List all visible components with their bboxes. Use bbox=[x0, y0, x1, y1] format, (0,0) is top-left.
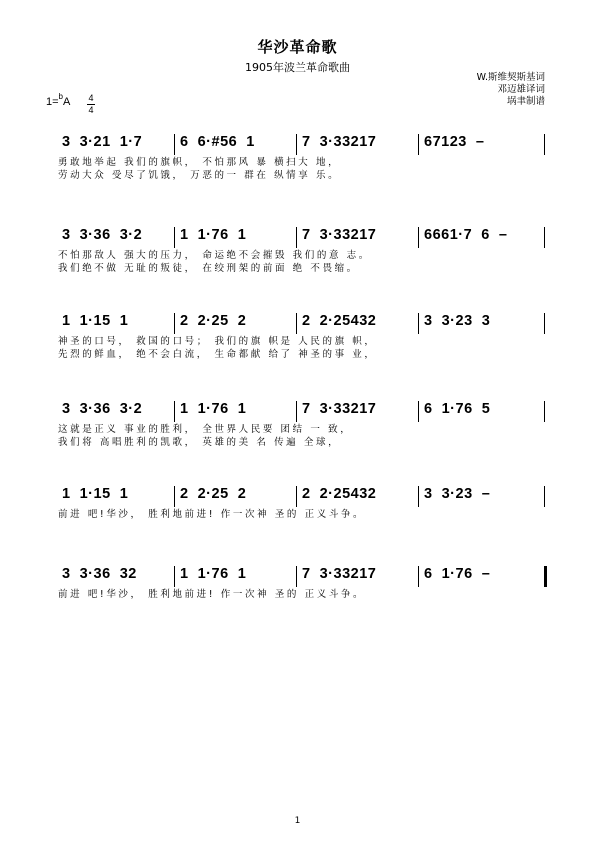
measure: 6 6·#56 1 bbox=[180, 134, 255, 150]
notation-line bbox=[58, 486, 546, 506]
barline bbox=[174, 134, 175, 155]
measure: 7 3·33217 bbox=[302, 566, 377, 582]
song-title: 华沙革命歌 bbox=[257, 38, 338, 56]
lyric-line: 这就是正义 事业的胜利， 全世界人民要 团结 一 致， bbox=[58, 424, 353, 435]
barline bbox=[174, 401, 175, 422]
measure: 1 1·76 1 bbox=[180, 401, 247, 417]
lyric-line: 不怕那敌人 强大的压力， 命运绝不会摧毁 我们的意 志。 bbox=[58, 250, 371, 261]
barline bbox=[296, 566, 297, 587]
measure: 1 1·15 1 bbox=[62, 486, 129, 502]
barline bbox=[544, 134, 545, 155]
measure: 3 3·36 3·2 bbox=[62, 401, 143, 417]
notation-line bbox=[58, 227, 546, 247]
score-system bbox=[58, 566, 546, 599]
lyric-line: 勇敢地举起 我们的旗帜， 不怕那风 暴 横扫大 地， bbox=[58, 157, 341, 168]
measure: 7 3·33217 bbox=[302, 134, 377, 150]
notation-line bbox=[58, 566, 546, 586]
notation-line bbox=[58, 401, 546, 421]
song-subtitle: 1905年波兰革命歌曲 bbox=[245, 61, 350, 74]
barline bbox=[174, 227, 175, 248]
barline bbox=[296, 134, 297, 155]
barline bbox=[174, 566, 175, 587]
lyric-line: 先烈的鲜血， 绝不会白流， 生命都献 给了 神圣的事 业， bbox=[58, 349, 377, 360]
measure: 3 3·36 3·2 bbox=[62, 227, 143, 243]
barline bbox=[296, 227, 297, 248]
measure: 1 1·15 1 bbox=[62, 313, 129, 329]
barline bbox=[418, 401, 419, 422]
score-system bbox=[58, 401, 546, 447]
page-number: 1 bbox=[294, 816, 301, 826]
time-signature: 4 4 bbox=[88, 93, 94, 115]
lyric-line: 前进 吧!华沙， 胜利地前进! 作一次神 圣的 正义斗争。 bbox=[58, 589, 366, 600]
measure: 3 3·23 – bbox=[424, 486, 491, 502]
barline bbox=[296, 486, 297, 507]
score-system bbox=[58, 134, 546, 180]
measure: 3 3·21 1·7 bbox=[62, 134, 143, 150]
barline bbox=[174, 486, 175, 507]
barline bbox=[418, 134, 419, 155]
measure: 7 3·33217 bbox=[302, 401, 377, 417]
barline bbox=[418, 486, 419, 507]
score-system bbox=[58, 486, 546, 519]
notation-line bbox=[58, 313, 546, 333]
measure: 3 3·23 3 bbox=[424, 313, 491, 329]
measure: 2 2·25 2 bbox=[180, 486, 247, 502]
measure: 67123 – bbox=[424, 134, 485, 150]
notation-line bbox=[58, 134, 546, 154]
lyricist-credit: W.斯维契斯基词 bbox=[476, 72, 545, 83]
barline bbox=[174, 313, 175, 334]
measure: 6661·7 6 – bbox=[424, 227, 508, 243]
barline bbox=[544, 313, 545, 334]
measure: 2 2·25 2 bbox=[180, 313, 247, 329]
barline bbox=[296, 401, 297, 422]
barline bbox=[418, 227, 419, 248]
measure: 2 2·25432 bbox=[302, 486, 377, 502]
measure: 1 1·76 1 bbox=[180, 227, 247, 243]
measure: 6 1·76 – bbox=[424, 566, 491, 582]
lyric-line: 我们绝不做 无耻的叛徒， 在绞刑架的前面 绝 不畏缩。 bbox=[58, 263, 359, 274]
measure: 7 3·33217 bbox=[302, 227, 377, 243]
score-system bbox=[58, 313, 546, 359]
barline bbox=[418, 313, 419, 334]
lyric-line: 我们将 高唱胜利的凯歌， 英雄的美 名 传遍 全球， bbox=[58, 437, 341, 448]
score-system bbox=[58, 227, 546, 273]
barline bbox=[418, 566, 419, 587]
barline bbox=[544, 227, 545, 248]
lyric-line: 前进 吧!华沙， 胜利地前进! 作一次神 圣的 正义斗争。 bbox=[58, 509, 366, 520]
measure: 1 1·76 1 bbox=[180, 566, 247, 582]
lyric-line: 劳动大众 受尽了饥饿， 万恶的一 群在 纵情享 乐。 bbox=[58, 170, 341, 181]
transcriber-credit: 埚聿制谱 bbox=[506, 96, 545, 107]
barline bbox=[544, 401, 545, 422]
measure: 3 3·36 32 bbox=[62, 566, 137, 582]
barline bbox=[296, 313, 297, 334]
measure: 6 1·76 5 bbox=[424, 401, 491, 417]
key-signature: 1=$^b$A bbox=[46, 92, 71, 108]
credits bbox=[477, 72, 545, 108]
measure: 2 2·25432 bbox=[302, 313, 377, 329]
translator-credit: 邓迈雄译词 bbox=[497, 84, 545, 95]
barline bbox=[544, 566, 547, 587]
barline bbox=[544, 486, 545, 507]
lyric-line: 神圣的口号， 救国的口号； 我们的旗 帜是 人民的旗 帜， bbox=[58, 336, 377, 347]
